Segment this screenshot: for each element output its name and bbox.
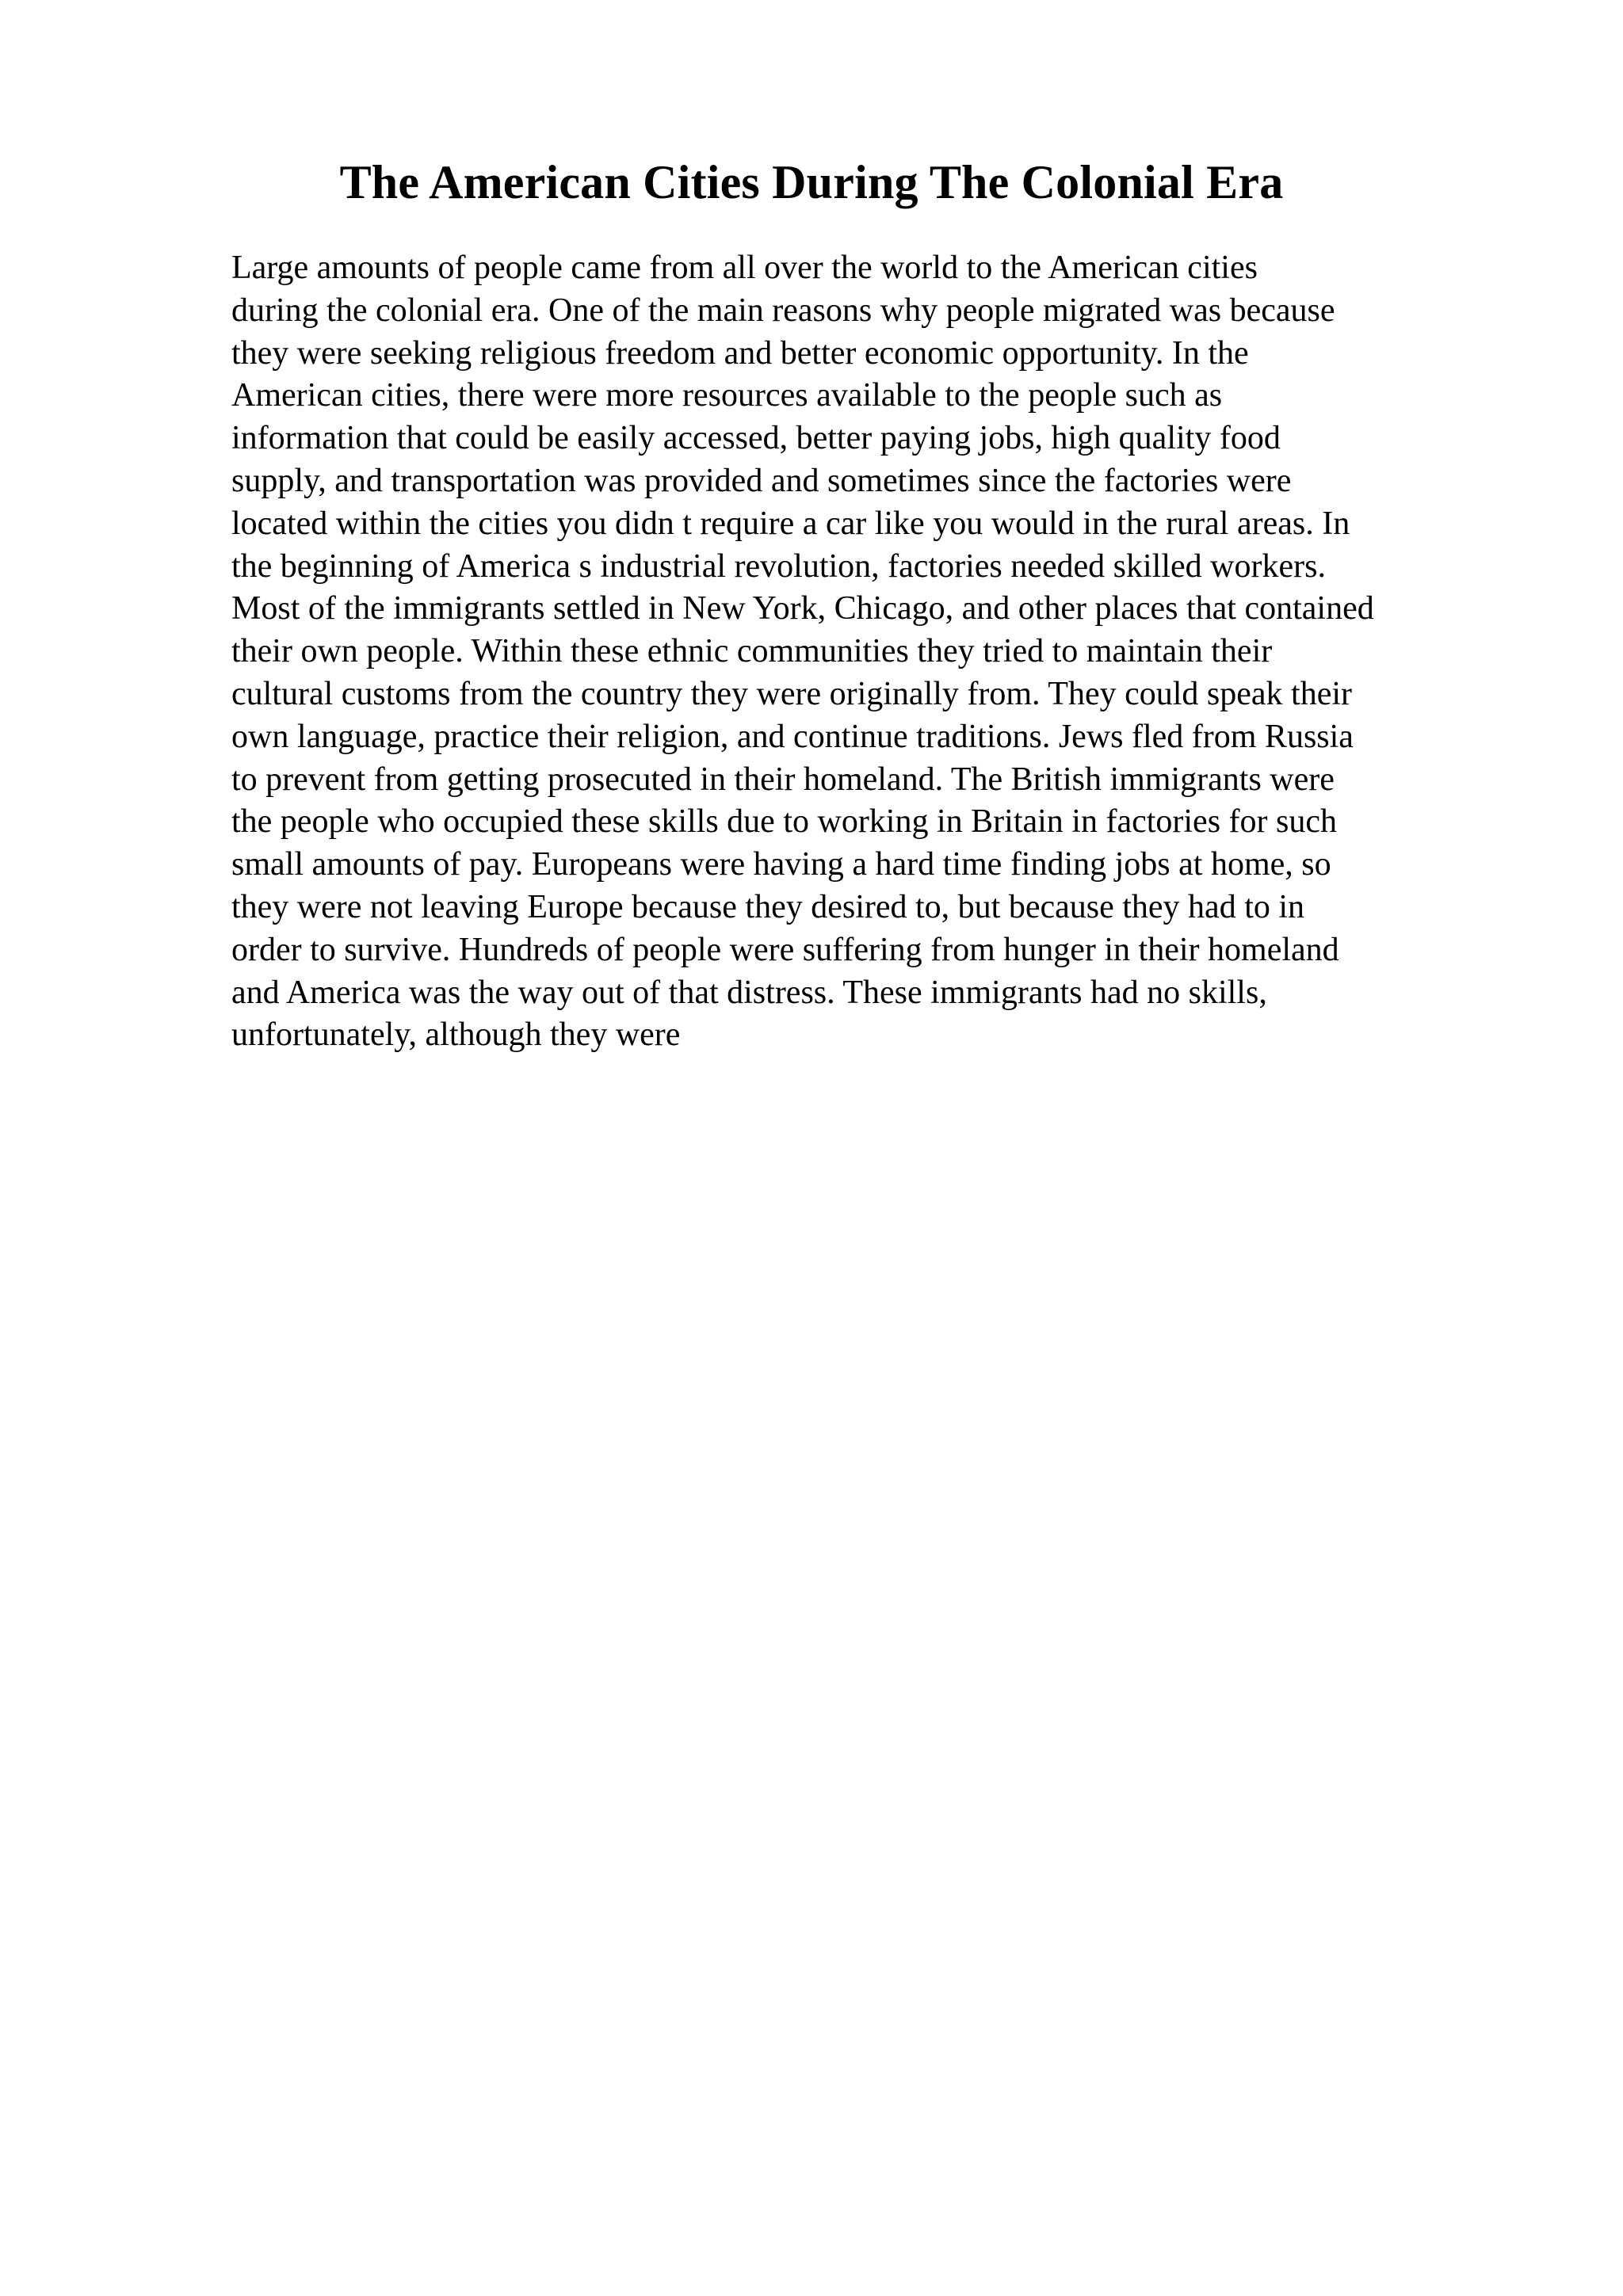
body-line: located within the cities you didn t require a car like you would in the rural areas. In xyxy=(231,505,1350,542)
body-line: the people who occupied these skills due to working in Britain in factories for such xyxy=(231,803,1338,841)
body-line: their own people. Within these ethnic communities they tried to maintain their xyxy=(231,633,1273,670)
body-line: unfortunately, although they were xyxy=(231,1016,681,1054)
body-line: information that could be easily accessed, better paying jobs, high quality food xyxy=(231,420,1281,457)
body-line: and America was the way out of that distress. These immigrants had no skills, xyxy=(231,974,1267,1011)
body-line: Most of the immigrants settled in New York, Chicago, and other places that contained xyxy=(231,590,1374,627)
body-line: Large amounts of people came from all over the world to the American cities xyxy=(231,250,1258,286)
body-line: small amounts of pay. Europeans were having a hard time finding jobs at home, so xyxy=(231,846,1331,883)
body-line: they were not leaving Europe because they desired to, but because they had to in xyxy=(231,888,1305,925)
body-line: order to survive. Hundreds of people were suffering from hunger in their homeland xyxy=(231,931,1339,968)
body-line: American cities, there were more resources available to the people such as xyxy=(231,377,1223,414)
document-body xyxy=(231,247,1515,1057)
body-line: to prevent from getting prosecuted in their homeland. The British immigrants were xyxy=(231,761,1335,798)
document-title: The American Cities During The Colonial Era xyxy=(339,156,1284,208)
body-line: cultural customs from the country they were originally from. They could speak their xyxy=(231,675,1352,712)
body-line: supply, and transportation was provided and sometimes since the factories were xyxy=(231,462,1292,499)
body-line: during the colonial era. One of the main reasons why people migrated was because xyxy=(231,292,1335,329)
body-line: they were seeking religious freedom and better economic opportunity. In the xyxy=(231,334,1249,372)
body-line: own language, practice their religion, and continue traditions. Jews fled from Russia xyxy=(231,718,1354,755)
body-line: the beginning of America s industrial revolution, factories needed skilled workers. xyxy=(231,547,1326,585)
